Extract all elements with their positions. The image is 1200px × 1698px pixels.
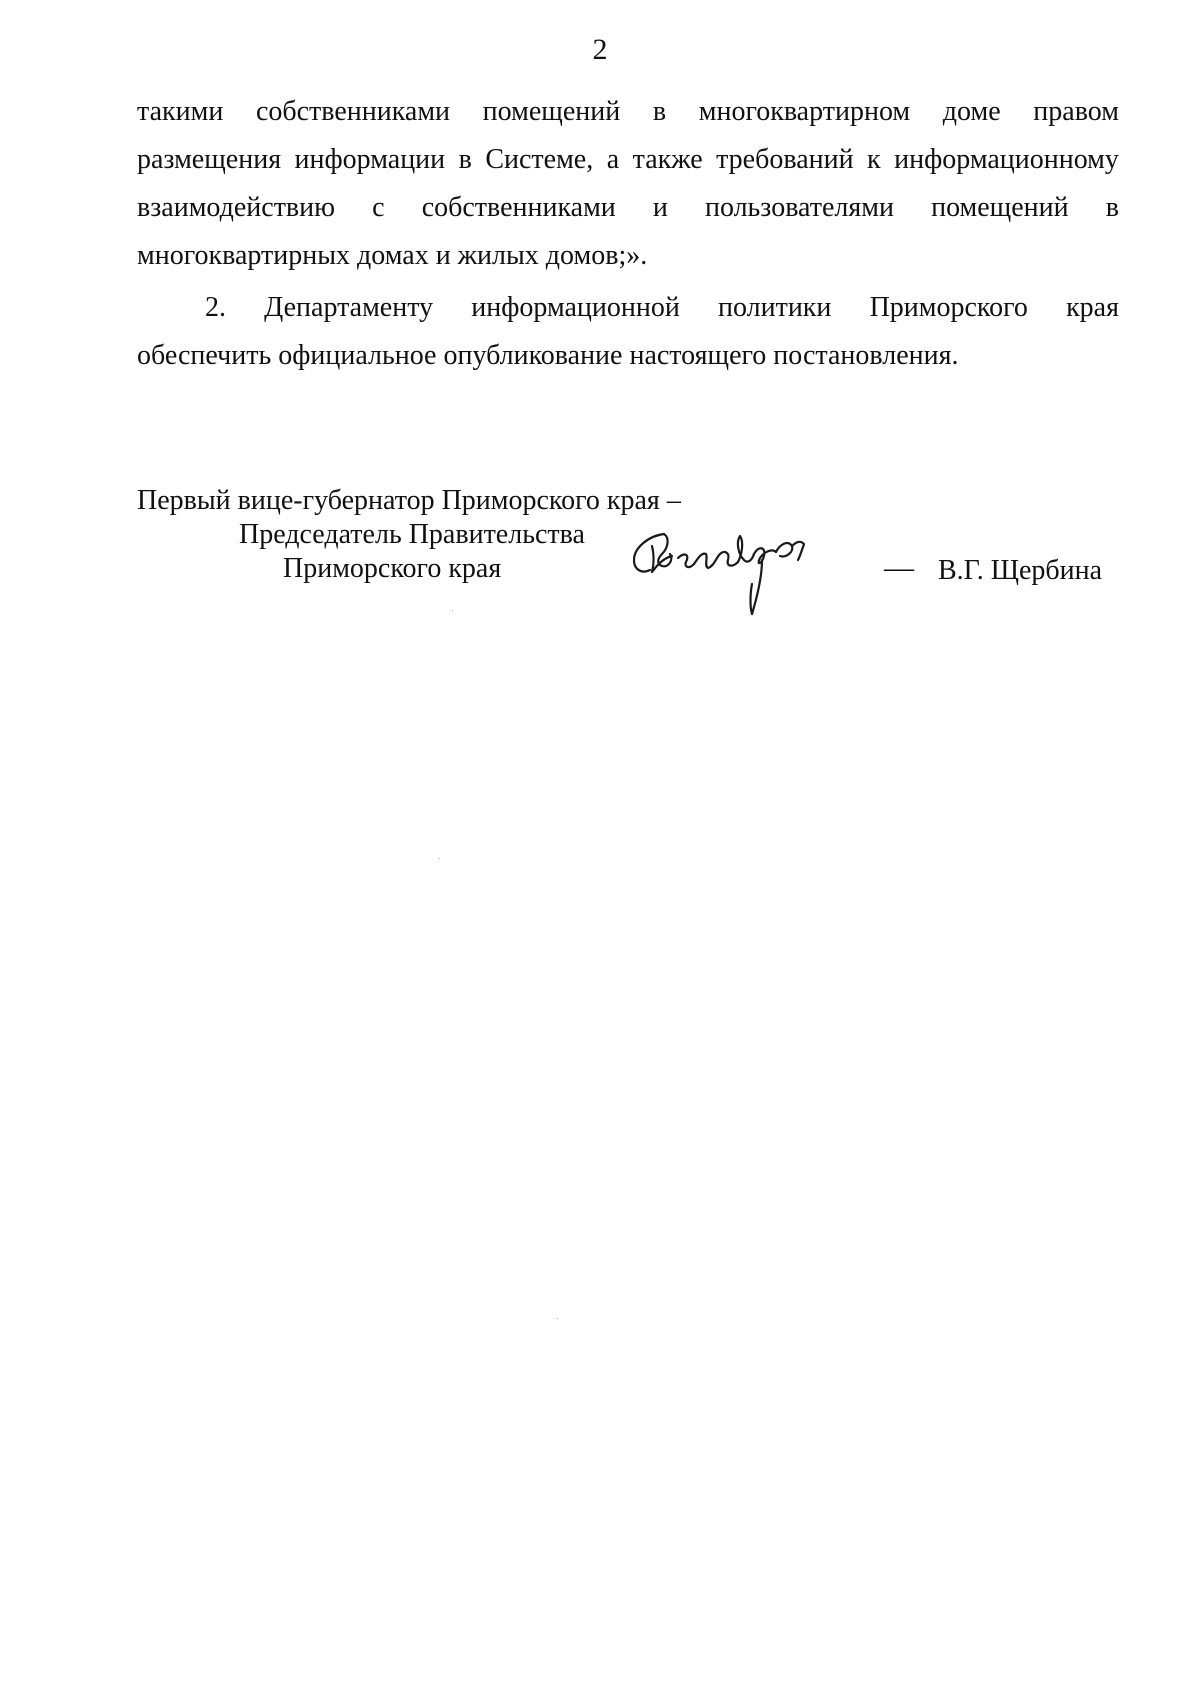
scan-speck [557,1318,558,1319]
paragraph-2 [137,284,1119,380]
paragraph-1-line-2 [137,136,1119,184]
word: помещений [482,96,621,127]
signatory-title-line-3: Приморского края [283,553,502,584]
item-number: 2. [205,292,226,323]
word: размещения [137,144,282,175]
word: требований [716,144,854,175]
paragraph-1-line-4: многоквартирных домах и жилых домов;». [137,240,648,271]
word: пользователями [704,192,894,223]
word: в [1105,192,1119,223]
word: в [652,96,667,127]
signatory-name: В.Г. Щербина [938,555,1103,586]
signature-dash: — [884,551,914,584]
paragraph-2-line-1 [137,284,1119,332]
word: собственниками [421,192,616,223]
scan-speck [452,610,453,611]
page-number: 2 [592,33,608,66]
word: Приморского [869,292,1028,323]
word: Системе, [485,144,594,175]
signatory-title-line-1: Первый вице-губернатор Приморского края – [137,485,681,516]
word: помещений [931,192,1069,223]
word: в [458,144,472,175]
word: доме [942,96,1001,127]
word: правом [1033,96,1119,127]
word: взаимодействию [137,192,336,223]
paragraph-1 [137,88,1119,280]
word: информации [294,144,446,175]
word: политики [718,292,832,323]
word: такими [137,96,224,127]
scan-speck [439,858,440,859]
word: к [867,144,881,175]
word: информационному [894,144,1119,175]
word: также [632,144,703,175]
paragraph-1-line-3 [137,184,1119,232]
word: и [652,192,668,223]
word: края [1066,292,1119,323]
signatory-title-line-2: Председатель Правительства [239,519,585,550]
paragraph-2-line-2: обеспечить официальное опубликование настоящего постановления. [137,340,959,371]
handwritten-signature [628,524,878,644]
word: Департаменту [264,292,434,323]
word: информационной [471,292,680,323]
word: собственниками [255,96,451,127]
word: а [606,144,620,175]
paragraph-1-line-1 [137,88,1119,136]
word: с [372,192,385,223]
word: многоквартирном [698,96,911,127]
